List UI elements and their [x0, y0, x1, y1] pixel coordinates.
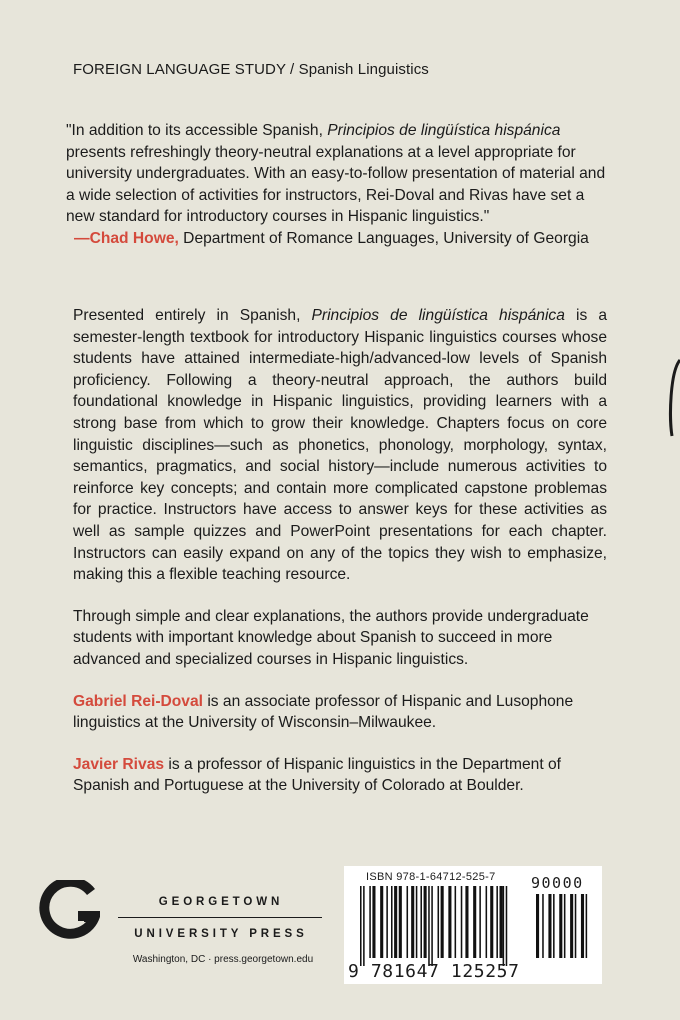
author-bio-text-2: is a professor of Hispanic linguistics in the Department of Spanish and Portuguese at the University of Colorado at Boulder.: [73, 755, 562, 795]
barcode-bar: [363, 886, 365, 966]
quote-body: presents refreshingly theory-neutral explanations at a level appropriate for university undergraduates. With an easy-to-follow presentation of material and a wide selection of activities for instructors, Rei-Doval and Rivas have set a new standard for introductory courses in Hispanic linguistics.": [66, 143, 606, 226]
barcode-bar: [420, 886, 422, 958]
barcode-digits: 9 781647 125257: [348, 961, 520, 982]
publisher-name-line1: GEORGETOWN: [158, 896, 284, 908]
barcode-bar: [394, 886, 397, 958]
quote-open: "In addition to its accessible Spanish,: [66, 122, 328, 139]
barcode-bar: [586, 894, 588, 958]
barcode-bar: [428, 886, 430, 966]
publisher-divider: [118, 917, 322, 918]
barcode-bar: [360, 886, 362, 966]
quote-attribution-affiliation: Department of Romance Languages, University of Georgia: [178, 229, 589, 247]
quote-attribution-name: —Chad Howe,: [74, 229, 179, 247]
barcode-bar: [441, 886, 444, 958]
barcode-bar: [369, 886, 371, 958]
description-p1-start: Presented entirely in Spanish,: [73, 307, 312, 324]
publisher-name-line2: UNIVERSITY PRESS: [134, 928, 308, 940]
price-code: 90000: [531, 874, 584, 892]
barcode-bar: [496, 886, 498, 958]
barcode-bar: [486, 886, 488, 958]
author-bio-text-1: is an associate professor of Hispanic and Lusophone linguistics at the University of Wisconsin–Milwaukee.: [73, 692, 574, 732]
description-p1-rest: is a semester-length textbook for introductory Hispanic linguistics courses whose students have attained intermediate-high/advanced-low levels of Spanish proficiency. Following a theory-neutral approach, the authors build foundational knowledge in Hispanic linguistics, providing learners with a strong base from which to grow their knowledge. Chapters focus on core linguistic disciplines—such as phonetics, phonology, morphology, syntax, semantics, pragmatics, and social history—include numerous activities to reinforce key concepts; and contain more complicated capstone problemas for practice. Instructors have access to answer keys for these activities as well as sample quizzes and PowerPoint presentations for each chapter. Instructors can easily expand on any of the topics they wish to emphasize, making this a flexible teaching resource.: [73, 307, 607, 584]
barcode-bar: [411, 886, 414, 958]
barcode-bar: [548, 894, 551, 958]
barcode-bar: [455, 886, 457, 958]
barcode-bar: [424, 886, 427, 958]
barcode-bar: [407, 886, 409, 958]
barcode-bar: [380, 886, 383, 958]
barcode-bar: [461, 886, 463, 958]
book-description: [73, 305, 607, 817]
spine-arc-decoration: [666, 358, 680, 438]
barcode-bar: [438, 886, 440, 958]
barcode-bar: [536, 894, 539, 958]
barcode-bar: [564, 894, 566, 958]
georgetown-g-logo-icon: [38, 880, 100, 942]
category-line: FOREIGN LANGUAGE STUDY / Spanish Linguistics: [73, 61, 429, 78]
barcode-bar: [553, 894, 555, 958]
barcode-bar: [575, 894, 577, 958]
barcode-bar: [570, 894, 573, 958]
endorsement-quote: [66, 120, 614, 250]
description-book-title: Principios de lingüística hispánica: [311, 307, 565, 324]
barcode-bar: [431, 886, 433, 966]
barcode-bar: [559, 894, 562, 958]
author-name-2: Javier Rivas: [73, 755, 165, 773]
barcode-bar: [542, 894, 544, 958]
barcode-bar: [448, 886, 451, 958]
barcode-bar: [490, 886, 493, 958]
quote-book-title: Principios de lingüística hispánica: [327, 122, 561, 139]
author-name-1: Gabriel Rei-Doval: [73, 692, 203, 710]
barcode-bar: [391, 886, 393, 958]
barcode-bar: [416, 886, 418, 958]
barcode-panel: [344, 866, 602, 984]
barcode-bar: [386, 886, 388, 958]
barcode-bar: [503, 886, 505, 966]
description-paragraph-1: [73, 305, 607, 586]
barcode-bar: [479, 886, 481, 958]
publisher-location: Washington, DC · press.georgetown.edu: [132, 954, 314, 965]
author-bio-1: [73, 691, 607, 734]
barcode-bar: [500, 886, 503, 958]
isbn-label: ISBN 978-1-64712-525-7: [366, 871, 496, 883]
author-bio-2: [73, 754, 607, 797]
barcode-bar: [581, 894, 584, 958]
barcode-bar: [372, 886, 375, 958]
description-paragraph-2: Through simple and clear explanations, the authors provide undergraduate students with important knowledge about Spanish to succeed in more advanced and specialized courses in Hispanic linguistics.: [73, 607, 589, 668]
barcode-bar: [399, 886, 402, 958]
barcode-bar: [473, 886, 476, 958]
barcode-bar: [465, 886, 468, 958]
barcode-bar: [506, 886, 508, 966]
